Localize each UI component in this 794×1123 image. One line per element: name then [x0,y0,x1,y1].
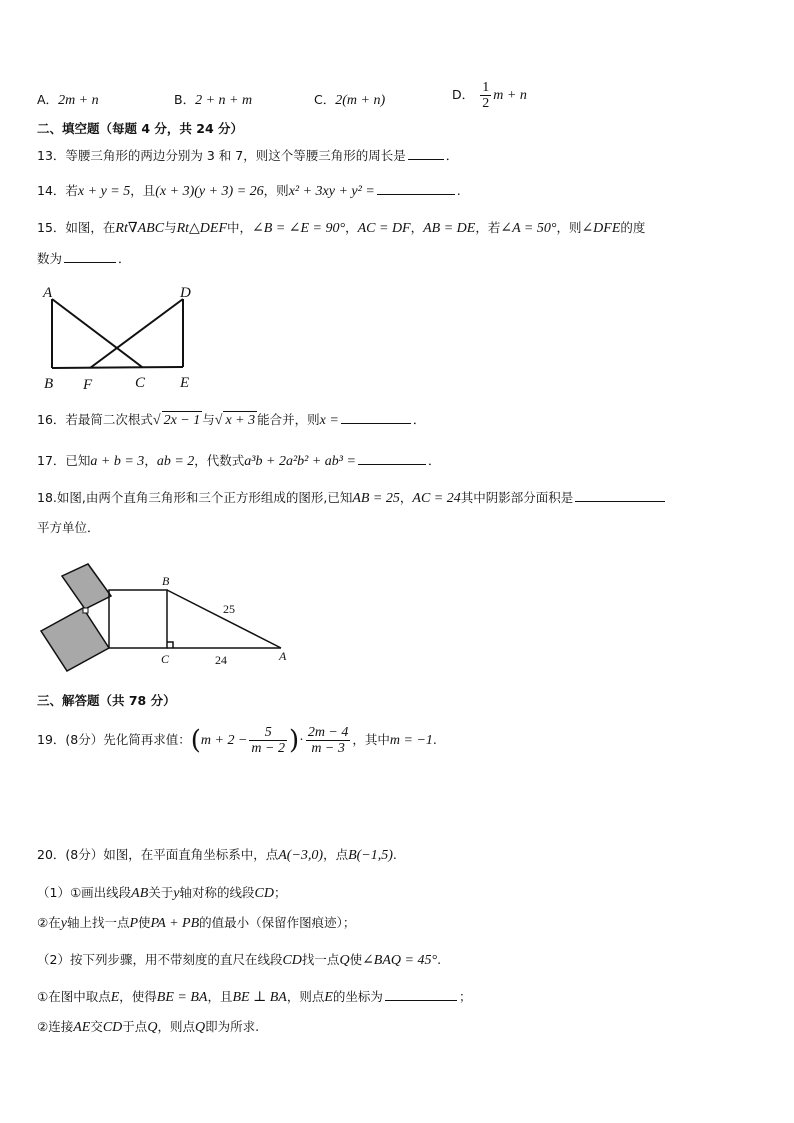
right-angle-mark [83,608,88,613]
answer-blank[interactable] [377,182,455,195]
fraction-half: $\frac{1}{2}$ [482,80,490,111]
question-15-line2: 数为 ． [37,251,131,266]
fraction-2m-4-over-m-3: $\frac{2m - 4}{m - 3}$ [307,725,349,756]
label-b: B [162,574,170,588]
label-c: C [135,375,146,391]
question-20-part2: （2）按下列步骤，用不带刻度的直尺在线段CD找一点Q使∠BAQ = 45°. [37,952,442,968]
question-17: 17．已知a + b = 3，ab = 2，代数式a³b + 2a²b² + ab³ = ． [37,453,441,469]
section-solve-title: 三、解答题（共 78 分） [37,693,176,708]
answer-blank[interactable] [575,489,665,502]
option-c: C．2(m + n) [314,92,386,108]
question-19: 19．(8分）先化简再求值：(m + 2 − $\frac{5}{m - 2}$ )· $\frac{2m - 4}{m - 3}$ ，其中m = −1. [37,725,437,756]
question-20-part1: （1）①画出线段AB关于y轴对称的线段CD； [37,885,287,901]
question-13: 13．等腰三角形的两边分别为 3 和 7，则这个等腰三角形的周长是 ． [37,148,459,163]
label-e: E [180,375,190,391]
question-20-part1-2: ②在y轴上找一点P使PA + PB的值最小（保留作图痕迹）； [37,915,356,931]
figure-two-right-triangles [38,282,198,394]
section-fill-in-title: 二、填空题（每题 4 分，共 24 分） [37,121,244,136]
question-20-part2-2: ②连接AE交CD于点Q，则点Q即为所求. [37,1019,260,1035]
length-ac: 24 [215,653,227,667]
question-16: 16．若最简二次根式√ 2x − 1 与√ x + 3 能合并，则x = ． [37,412,426,428]
answer-blank[interactable] [64,250,116,263]
answer-blank[interactable] [408,147,444,160]
answer-blank[interactable] [385,988,457,1001]
fraction-5-over-m-2: $\frac{5}{m - 2}$ [251,725,285,756]
question-20-line1: 20．(8分）如图，在平面直角坐标系中，点A(−3,0)，点B(−1,5). [37,847,397,863]
question-15-line1: 15．如图，在Rt∇ABC与Rt△DEF中，∠B = ∠E = 90°，AC = DF，AB = DE，若∠A = 50°，则∠DFE的度 [37,220,646,236]
label-b: B [44,376,54,392]
shaded-square-large [41,608,109,671]
question-14: 14．若x + y = 5，且(x + 3)(y + 3) = 26，则x² + 3xy + y² = . [37,183,461,199]
shaded-square-small [62,564,111,609]
question-20-part2-1: ①在图中取点E，使得BE = BA，且BE ⊥ BA，则点E的坐标为 ； [37,989,472,1005]
segment-df [90,299,183,368]
label-a: A [43,285,53,301]
option-d: D． $\frac{1}{2}$ m + n [452,80,527,111]
length-ab: 25 [223,602,235,616]
right-angle-c [167,642,173,648]
label-a: A [279,649,287,663]
label-f: F [83,377,93,393]
option-b: B．2 + n + m [174,92,253,108]
answer-blank[interactable] [341,411,411,424]
segment-be [52,367,183,368]
label-c: C [161,652,170,666]
segment-ac [52,299,142,367]
question-18-line1: 18.如图,由两个直角三角形和三个正方形组成的图形,已知AB = 25，AC = 24其中阴影部分面积是 [37,489,667,508]
segment-ba [167,590,281,648]
figure-squares-and-triangles [38,560,298,672]
square-bc [109,590,167,648]
question-18-line2: 平方单位． [37,520,100,535]
option-a: A．2m + n [37,92,99,108]
answer-blank[interactable] [358,452,426,465]
label-d: D [180,285,191,301]
